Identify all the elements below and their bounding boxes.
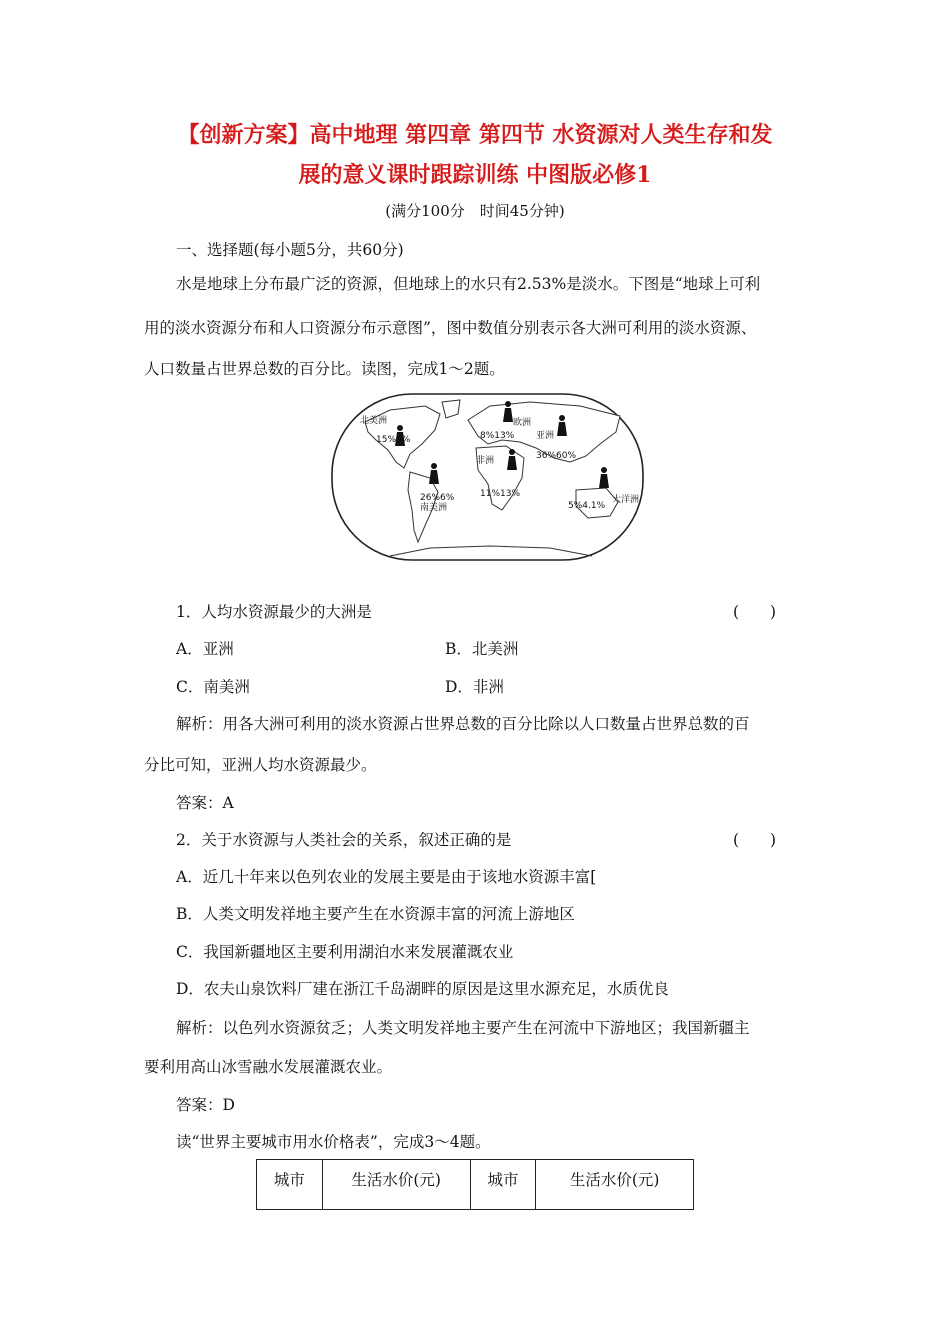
- map-value-south-america: 26%6%: [420, 493, 455, 503]
- map-label-oceania: 大洋洲: [612, 495, 640, 505]
- q2-option-d: D．农夫山泉饮料厂建在浙江千岛湖畔的原因是这里水源充足，水质优良: [176, 980, 669, 998]
- q2-stem: 2．关于水资源与人类社会的关系，叙述正确的是: [176, 831, 512, 849]
- water-price-table: [256, 1159, 694, 1210]
- q2-answer-blank: ( ): [733, 831, 777, 849]
- q1-option-a: A．亚洲: [176, 640, 234, 658]
- q2-answer: 答案：D: [176, 1096, 235, 1114]
- q2-option-c: C．我国新疆地区主要利用湖泊水来发展灌溉农业: [176, 943, 514, 961]
- document-title-line2: 展的意义课时跟踪训练 中图版必修1: [298, 162, 652, 188]
- q2-option-b: B．人类文明发祥地主要产生在水资源丰富的河流上游地区: [176, 905, 575, 923]
- q2-analysis-line2: 要利用高山冰雪融水发展灌溉农业。: [144, 1058, 393, 1076]
- map-value-africa: 11%13%: [480, 489, 521, 499]
- world-map-figure: [330, 392, 645, 562]
- q1-option-c: C．南美洲: [176, 678, 250, 696]
- q2-option-a: A．近几十年来以色列农业的发展主要是由于该地水资源丰富[: [176, 868, 597, 886]
- q1-analysis-line2: 分比可知，亚洲人均水资源最少。: [144, 756, 377, 774]
- q1-analysis-line1: 解析：用各大洲可利用的淡水资源占世界总数的百分比除以人口数量占世界总数的百: [176, 715, 750, 733]
- section-heading: 一、选择题(每小题5分，共60分): [176, 241, 404, 259]
- table-header-city-1: 城市: [257, 1160, 323, 1210]
- map-value-north-america: 15%8%: [376, 435, 411, 445]
- table-header-price-2: 生活水价(元): [536, 1160, 694, 1210]
- map-value-asia: 36%60%: [536, 451, 577, 461]
- table-header-city-2: 城市: [470, 1160, 536, 1210]
- table-header-row: [257, 1160, 694, 1210]
- intro-line-1: 水是地球上分布最广泛的资源，但地球上的水只有2.53%是淡水。下图是“地球上可利: [176, 275, 761, 293]
- map-label-south-america: 南美洲: [420, 503, 448, 513]
- q2-analysis-line1: 解析：以色列水资源贫乏；人类文明发祥地主要产生在河流中下游地区；我国新疆主: [176, 1019, 750, 1037]
- map-value-oceania: 5%4.1%: [568, 501, 606, 511]
- map-value-europe: 8%13%: [480, 431, 515, 441]
- q1-option-b: B．北美洲: [445, 640, 519, 658]
- intro-line-3: 人口数量占世界总数的百分比。读图，完成1～2题。: [144, 360, 505, 378]
- intro-line-2: 用的淡水资源分布和人口资源分布示意图”，图中数值分别表示各大洲可利用的淡水资源、: [144, 319, 757, 337]
- q1-option-d: D．非洲: [445, 678, 504, 696]
- table-intro: 读“世界主要城市用水价格表”，完成3～4题。: [176, 1133, 491, 1151]
- map-label-asia: 亚洲: [536, 431, 555, 441]
- map-label-africa: 非洲: [476, 456, 495, 466]
- map-label-north-america: 北美洲: [360, 416, 388, 426]
- document-title-line1: 【创新方案】高中地理 第四章 第四节 水资源对人类生存和发: [177, 122, 773, 148]
- q1-answer-blank: ( ): [733, 603, 777, 621]
- score-time-note: (满分100分 时间45分钟): [385, 202, 565, 220]
- q1-answer: 答案：A: [176, 794, 234, 812]
- map-label-europe: 欧洲: [513, 418, 532, 428]
- q1-stem: 1．人均水资源最少的大洲是: [176, 603, 372, 621]
- table-header-price-1: 生活水价(元): [322, 1160, 470, 1210]
